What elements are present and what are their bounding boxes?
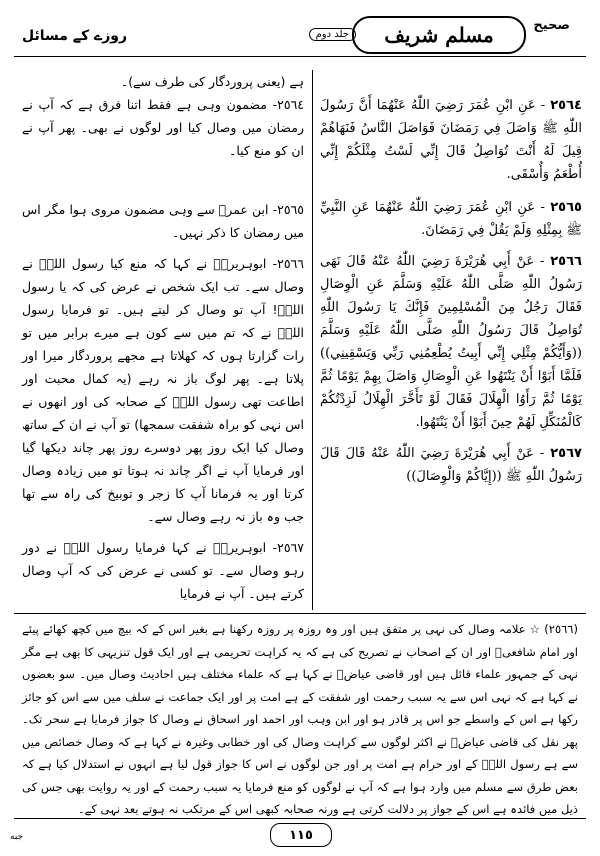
hadith-arabic-2565: ٢٥٦٥ - عَنِ ابْنِ عُمَرَ رَضِيَ اللّٰهُ عَنْهُمَا عَنِ النَّبِيِّ ﷺ بِمِثْلِهِ وَلَمْ يَقُلْ فِي رَمَضَانَ. [320, 200, 582, 238]
footnote: (٢٥٦٦) ☆ علامہ وصال کی نہی پر متفق ہیں اور وہ روزہ پر روزہ رکھنا ہے بغیر اس کے کہ بیچ میں کچھ کھائے پیئے اور امام شافعیؒ اور ان کے اصحاب نے تصریح کی ہے کہ یہ کراہت تحریمی ہے اور ایک قول تنزیہی کا بھی ہے مگر نہی کے جمہور علماء قائل ہیں اور قاضی عیاضؒ نے کہا ہے کہ علماء مختلف ہیں احادیث وصال میں۔ سو بعضوں نے کہا ہے کہ نہی اس سے یہ سبب رحمت اور شفقت کے ہے امت پر اور ایک جماعت نے سلف میں سے اس کو جائز رکھا ہے اس کے واسطے جو اس پر قادر ہو اور ابن وہب اور احمد اور اسحاق نے وصال کا جواز فرمایا ہے سحر تک۔ پھر نقل کی قاضی عیاضؒ نے اکثر لوگوں سے کراہت وصال کی اور خطابی وغیرہ نے کہا ہے کہ وصال خصائص میں سے ہے رسول اللہؐ کے اور حرام ہے امت پر اور جن لوگوں نے اس کا جواز قول لیا ہے انہوں نے استدلال کیا ہے کہ بعض طرق سے مسلم میں وارد ہوا ہے کہ آپ نے لوگوں کو منع فرمایا یہ سبب رحمت کے اور یہ روایت بھی جس کی ذیل میں فائدہ ہے اس کے جواز پر دلالت کرتی ہے ورنہ صحابہ کبھی اس کے مرتکب نہ ہوتے بعد نہی کے۔ [22, 622, 578, 816]
page-mark: جبه [10, 832, 24, 842]
book-title-seal [352, 16, 526, 54]
header-rule [14, 56, 586, 57]
hadith-urdu-2565: ٢٥٦٥- ابن عمرؓ سے وہی مضمون مروی ہوا مگر اس میں رمضان کا ذکر نہیں۔ [22, 202, 304, 240]
arabic-column [320, 94, 582, 488]
hadith-urdu-2566: ٢٥٦٦- ابوہریرہؓ نے کہا کہ منع کیا رسول اللہؐ نے وصال سے۔ تب ایک شخص نے عرض کی کہ یا رسول اللہؐ! آپ تو وصال کر لیتے ہیں۔ تو فرمایا رسول اللہؐ نے کہ تم میں سے کون ہے میرے برابر میں تو رات گزارتا ہوں کہ کھلاتا ہے مجھے پروردگار میرا اور پلاتا ہے۔ پھر لوگ باز نہ رہے (یہ کمال محبت اور اطاعت تھی رسول اللہؐ کے صحابہ کی اور انھوں نے اس نہی کو براہ شفقت سمجھا) تو آپ نے ان کے ساتھ وصال کیا ایک روز پھر دوسرے روز پھر چاند دیکھا گیا اور فرمایا آپ نے اگر چاند نہ ہوتا تو میں زیادہ وصال کرتا اور یہ فرمانا آپ کا زجر و توبیخ کی راہ سے تھا جب وہ باز نہ رہے وصال سے۔ [22, 256, 304, 524]
chapter-title: روزے کے مسائل [22, 28, 128, 44]
hadith-arabic-2567: ٢٥٦٧ - عَنْ أَبِي هُرَيْرَةَ رَضِيَ اللّٰهُ عَنْهُ قَالَ قَالَ رَسُولُ اللّٰهِ ﷺ ((إِيَّاكُمْ وَالْوِصَالَ)) [320, 446, 582, 484]
hadith-urdu-2567: ٢٥٦٧- ابوہریرہؓ نے کہا فرمایا رسول اللہؐ نے دور رہو وصال سے۔ تو کسی نے عرض کی کہ آپ وصال کرتے ہیں۔ آپ نے فرمایا [22, 540, 304, 601]
hadith-arabic-2564: ٢٥٦٤ - عَنِ ابْنِ عُمَرَ رَضِيَ اللّٰهُ عَنْهُمَا أَنَّ رَسُولَ اللّٰهِ ﷺ وَاصَلَ فِي رَمَضَانَ فَوَاصَلَ النَّاسُ فَنَهَاهُمْ قِيلَ لَهُ أَنْتَ تُوَاصِلُ قَالَ إِنِّي لَسْتُ مِثْلَكُمْ إِنِّي أُطْعَمُ وَأُسْقَى. [320, 98, 582, 182]
footer-rule [14, 818, 586, 819]
urdu-lead-line: ہے (یعنی پروردگار کی طرف سے)۔ [120, 74, 304, 89]
volume-badge: جلد دوم [309, 28, 356, 41]
book-title: مسلم شریف [384, 23, 494, 47]
page-header [14, 14, 586, 54]
footnote-rule [14, 613, 586, 614]
page-number: ١١٥ [270, 823, 332, 847]
urdu-column [22, 70, 304, 605]
hadith-urdu-2564: ٢٥٦٤- مضمون وہی ہے فقط اتنا فرق ہے کہ آپ نے رمضان میں وصال کیا اور لوگوں نے بھی۔ پھر آپ نے ان کو منع کیا۔ [22, 97, 304, 158]
book-prefix: صحیح [533, 18, 570, 33]
column-divider [312, 70, 313, 610]
hadith-arabic-2566: ٢٥٦٦ - عَنْ أَبِي هُرَيْرَةَ رَضِيَ اللّٰهُ عَنْهُ قَالَ نَهَى رَسُولُ اللّٰهِ صَلَّى اللّٰهُ عَلَيْهِ وَسَلَّمَ عَنِ الْوِصَالِ فَقَالَ رَجُلٌ مِنَ الْمُسْلِمِينَ فَإِنَّكَ يَا رَسُولَ اللّٰهِ تُوَاصِلُ قَالَ رَسُولُ اللّٰهِ صَلَّى اللّٰهُ عَلَيْهِ وَسَلَّمَ ((وَأَيُّكُمْ مِثْلِي إِنِّي أَبِيتُ يُطْعِمُنِي رَبِّي وَيَسْقِينِي)) فَلَمَّا أَبَوْا أَنْ يَنْتَهُوا عَنِ الْوِصَالِ وَاصَلَ بِهِمْ يَوْمًا ثُمَّ يَوْمًا ثُمَّ رَأَوُا الْهِلَالَ فَقَالَ لَوْ تَأَخَّرَ الْهِلَالُ لَزِدْتُكُمْ كَالْمُنَكِّلِ لَهُمْ حِينَ أَبَوْا أَنْ يَنْتَهُوا. [320, 254, 582, 430]
